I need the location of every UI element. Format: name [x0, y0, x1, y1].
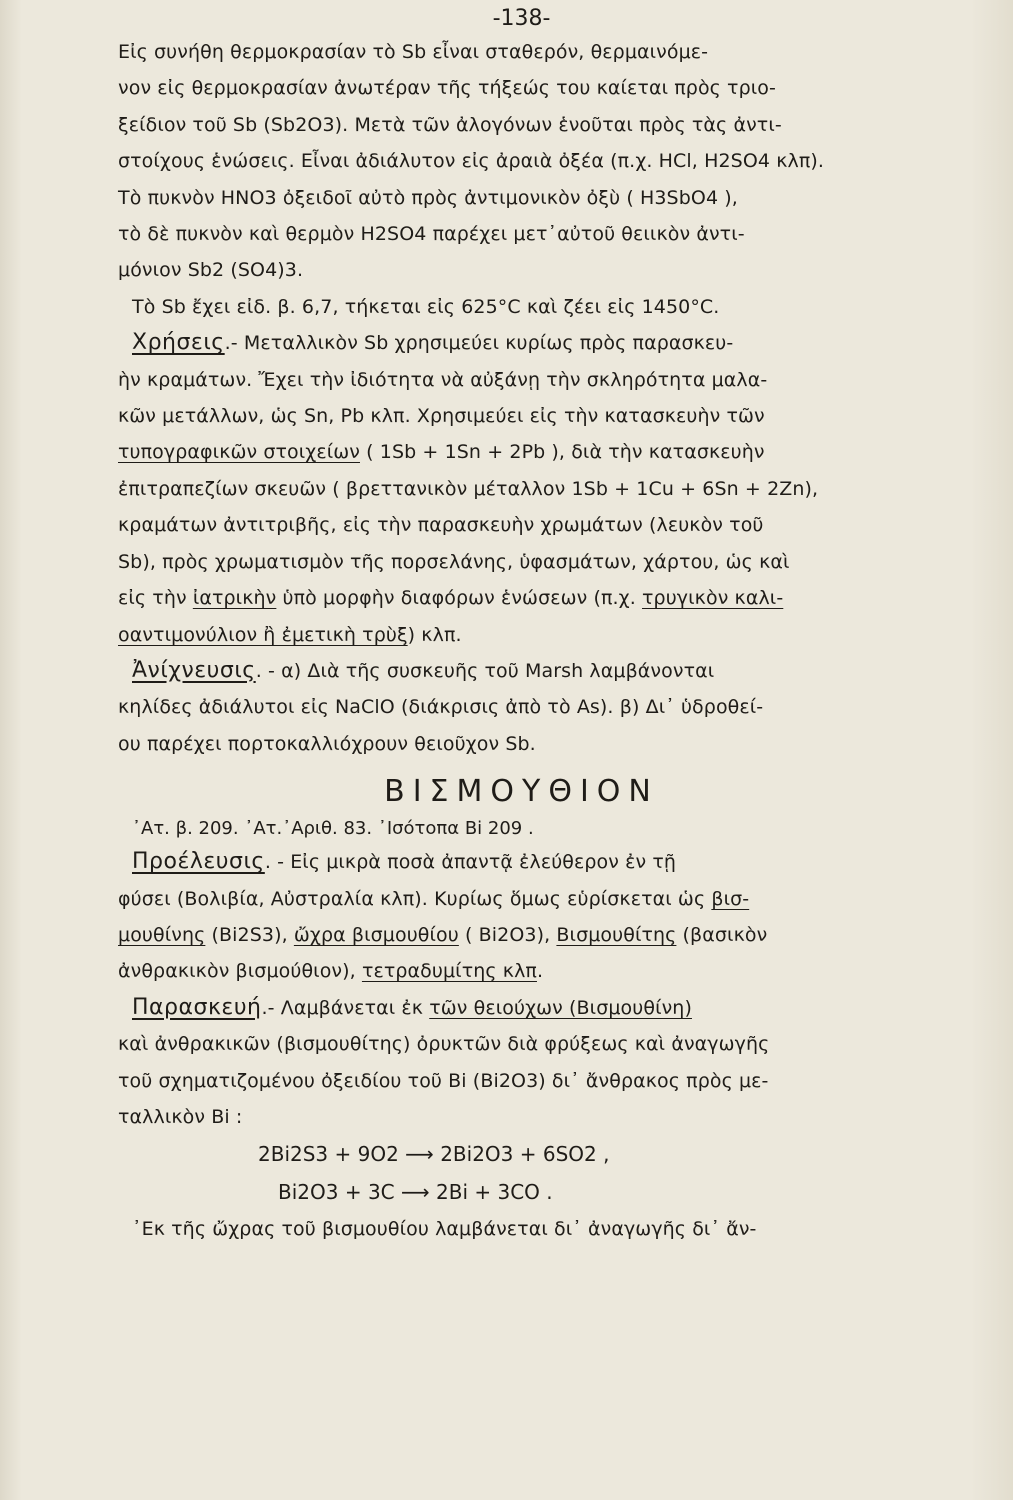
text-line: νον εἰς θερμοκρασίαν ἀνωτέραν τῆς τήξεώς του καίεται πρὸς τριο-	[118, 77, 776, 100]
underlined-term: Βισμουθίτης	[556, 923, 677, 946]
atomic-data-line: ᾽Ατ. β. 209. ᾽Ατ.᾽Αριθ. 83. ᾽Ισότοπα Bi 209 .	[132, 818, 534, 840]
text-line: καὶ ἀνθρακικῶν (βισμουθίτης) ὀρυκτῶν διὰ φρύξεως καὶ ἀναγωγῆς	[118, 1033, 770, 1056]
detection-section	[118, 653, 965, 762]
equation-roasting: 2Bi2S3 + 9O2 ⟶ 2Bi2O3 + 6SO2 ,	[258, 1142, 610, 1167]
text-line: ᾽Εκ τῆς ὤχρας τοῦ βισμουθίου λαμβάνεται δι᾽ ἀναγωγῆς δι᾽ ἄν-	[132, 1218, 757, 1241]
underlined-term: τετραδυμίτης κλπ	[361, 960, 537, 983]
antimony-properties	[118, 34, 965, 325]
equation-reduction: Bi2O3 + 3C ⟶ 2Bi + 3CO .	[278, 1180, 553, 1205]
text-line: ὴν κραμάτων. Ἔχει τὴν ἰδιότητα νὰ αὐξάνῃ τὴν σκληρότητα μαλα-	[118, 368, 768, 391]
text-line: Παρασκευή.- Λαμβάνεται ἐκ τῶν θειούχων (Βισμουθίνη)	[132, 994, 692, 1020]
underlined-term: οαντιμονύλιον ἢ ἐμετικὴ τρὺξ	[118, 623, 408, 646]
uses-heading: Χρήσεις	[132, 330, 225, 356]
text-line: κραμάτων ἀντιτριβῆς, εἰς τὴν παρασκευὴν χρωμάτων (λευκὸν τοῦ	[118, 514, 764, 537]
text-line: τὸ δὲ πυκνὸν καὶ θερμὸν H2SO4 παρέχει μετ᾽αὐτοῦ θειικὸν ἀντι-	[118, 223, 745, 246]
text-line: κῶν μετάλλων, ὡς Sn, Pb κλπ. Χρησιμεύει εἰς τὴν κατασκευὴν τῶν	[118, 405, 765, 428]
text-line: ξείδιον τοῦ Sb (Sb2O3). Μετὰ τῶν ἀλογόνων ἑνοῦται πρὸς τὰς ἀντι-	[118, 113, 782, 136]
origin-section	[118, 844, 965, 990]
page-number: -138-	[492, 6, 551, 31]
text-line: Εἰς συνήθη θερμοκρασίαν τὸ Sb εἶναι σταθερόν, θερμαινόμε-	[118, 41, 709, 63]
text-line: ταλλικὸν Bi :	[118, 1105, 243, 1128]
underlined-term: τῶν θειούχων (Βισμουθίνη)	[429, 996, 692, 1019]
text-line: τοῦ σχηματιζομένου ὀξειδίου τοῦ Bi (Bi2O3) δι᾽ ἄνθρακος πρὸς με-	[118, 1069, 769, 1092]
text-line: Τὸ πυκνὸν HNO3 ὀξειδοῖ αὐτὸ πρὸς ἀντιμονικὸν ὀξὺ ( H3SbO4 ),	[118, 186, 738, 209]
underlined-term: τρυγικὸν καλι-	[642, 587, 784, 610]
text-line: ἀνθρακικὸν βισμούθιον), τετραδυμίτης κλπ.	[118, 960, 544, 983]
text-line: φύσει (Βολιβία, Αὐστραλία κλπ). Κυρίως ὅμως εὑρίσκεται ὡς βισ-	[118, 887, 750, 910]
uses-section	[118, 325, 965, 653]
text-line: στοίχους ἑνώσεις. Εἶναι ἀδιάλυτον εἰς ἀραιὰ ὀξέα (π.χ. HCl, H2SO4 κλπ).	[118, 150, 825, 173]
text-line: μουθίνης (Bi2S3), ὤχρα βισμουθίου ( Bi2O3), Βισμουθίτης (βασικὸν	[118, 923, 768, 946]
underlined-term: ὤχρα βισμουθίου	[293, 923, 459, 946]
text-line: κηλίδες ἀδιάλυτοι εἰς NaClO (διάκρισις ἀπὸ τὸ As). β) Δι᾽ ὑδροθεί-	[118, 696, 764, 719]
text-line: μόνιον Sb2 (SO4)3.	[118, 259, 304, 282]
text-line: Χρήσεις.- Μεταλλικὸν Sb χρησιμεύει κυρίως πρὸς παρασκευ-	[132, 330, 734, 356]
preparation-section	[118, 990, 965, 1248]
text-line: τυπογραφικῶν στοιχείων ( 1Sb + 1Sn + 2Pb ), διὰ τὴν κατασκευὴν	[118, 441, 765, 464]
text-line: εἰς τὴν ἰατρικὴν ὑπὸ μορφὴν διαφόρων ἑνώσεων (π.χ. τρυγικὸν καλι-	[118, 587, 784, 610]
origin-heading: Προέλευσις	[132, 849, 265, 875]
text-line: Sb), πρὸς χρωματισμὸν τῆς πορσελάνης, ὑφασμάτων, χάρτου, ὡς καὶ	[118, 550, 790, 573]
underlined-term: ἰατρικὴν	[192, 587, 277, 610]
detection-heading: Ἀνίχνευσις	[132, 657, 256, 683]
text-line: ἐπιτραπεζίων σκευῶν ( βρεττανικὸν μέταλλον 1Sb + 1Cu + 6Sn + 2Zn),	[118, 477, 819, 500]
melting-point-line: Τὸ Sb ἔχει εἰδ. β. 6,7, τήκεται εἰς 625°C καὶ ζέει εἰς 1450°C.	[132, 295, 720, 318]
underlined-term: τυπογραφικῶν στοιχείων	[118, 441, 360, 464]
preparation-heading: Παρασκευή	[132, 994, 262, 1020]
text-line: οαντιμονύλιον ἢ ἐμετικὴ τρὺξ) κλπ.	[118, 623, 462, 646]
text-line: ου παρέχει πορτοκαλλιόχρουν θειοῦχον Sb.	[118, 732, 536, 755]
underlined-term: βισ-	[711, 887, 750, 910]
text-line: Ἀνίχνευσις. - α) Διὰ τῆς συσκευῆς τοῦ Marsh λαμβάνονται	[132, 657, 715, 683]
underlined-term: μουθίνης	[118, 923, 206, 946]
section-title: ΒΙΣΜΟΥΘΙΟΝ	[384, 774, 659, 810]
text-line: Προέλευσις. - Εἰς μικρὰ ποσὰ ἀπαντᾷ ἐλεύθερον ἐν τῇ	[132, 849, 677, 875]
